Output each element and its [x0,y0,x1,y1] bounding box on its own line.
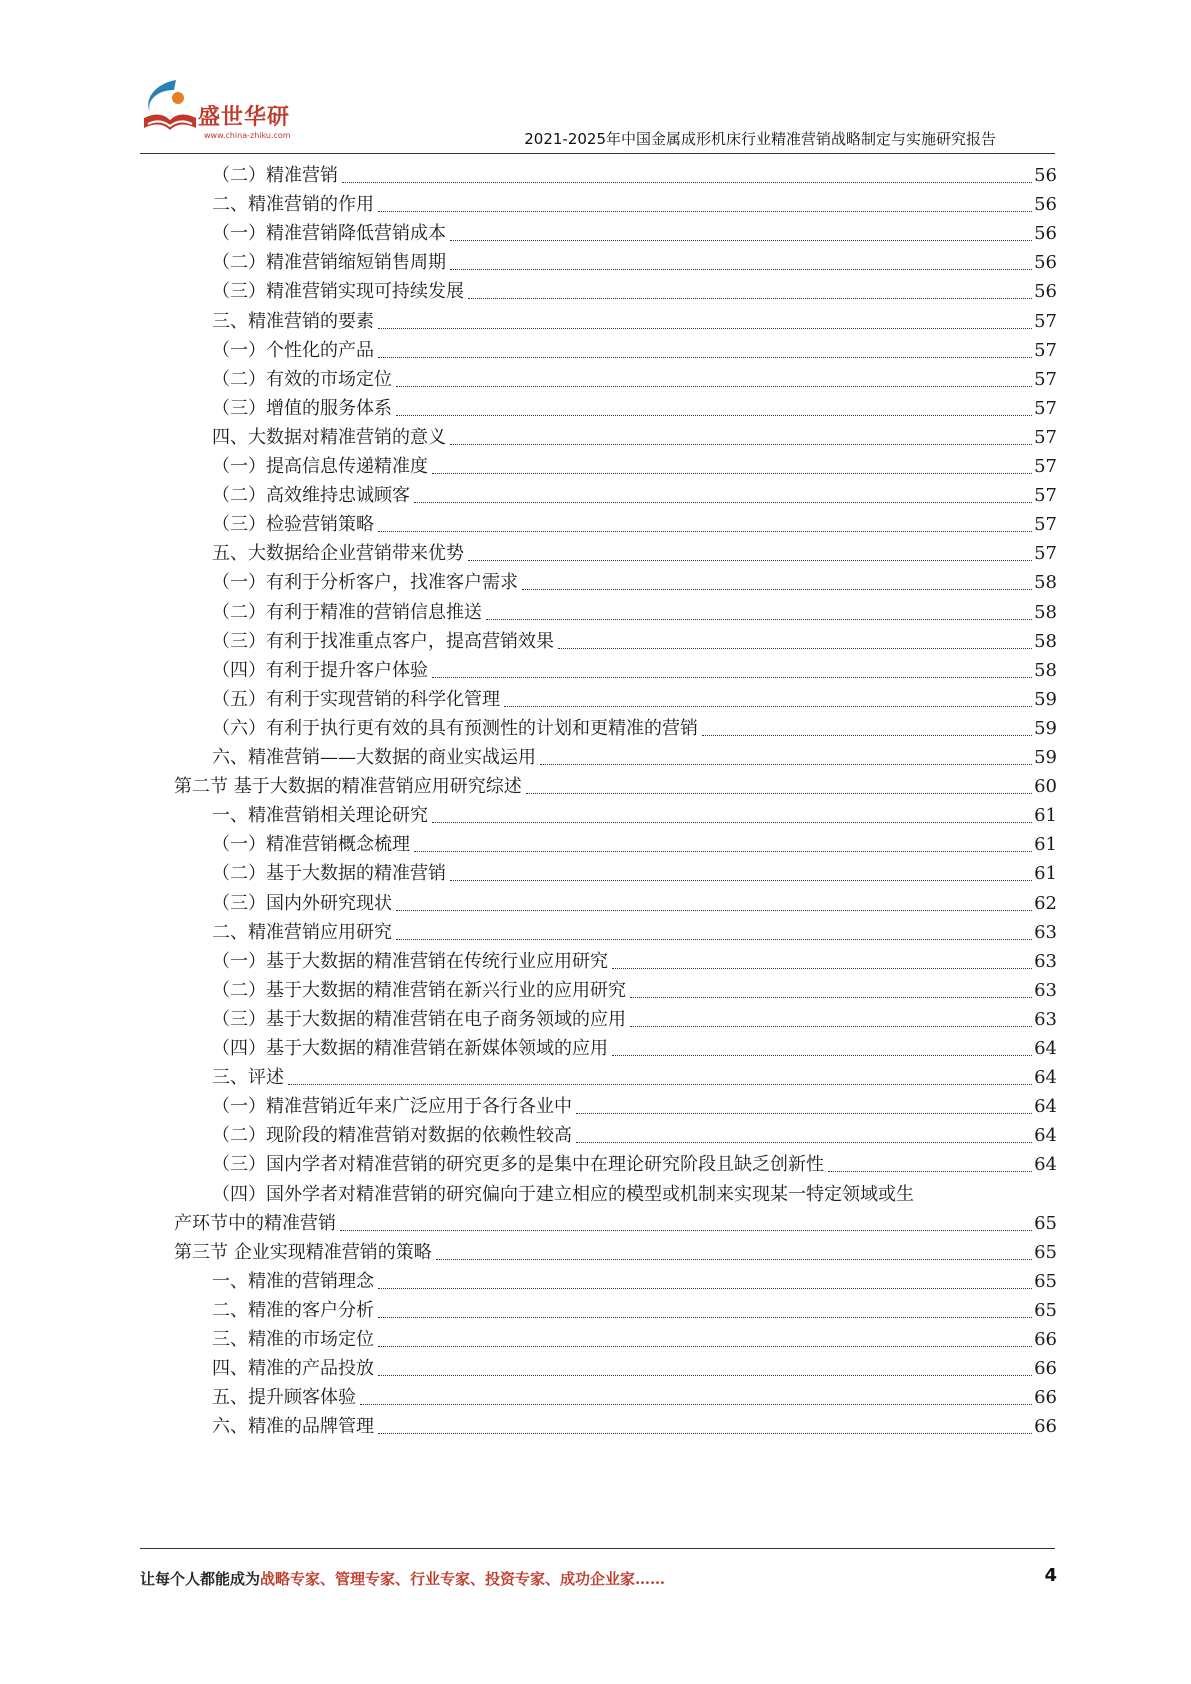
toc-entry[interactable] [212,626,1057,658]
toc-page-number: 65 [1034,1299,1057,1321]
toc-entry-label: 二、精准的客户分析 [212,1299,374,1321]
toc-page-number: 61 [1034,863,1057,885]
toc-entry[interactable] [212,160,1057,192]
toc-page-number: 63 [1034,1008,1057,1030]
toc-entry[interactable] [212,1120,1057,1152]
toc-entry[interactable] [212,888,1057,920]
toc-entry-label: （一）提高信息传递精准度 [212,456,428,477]
toc-entry-label: （五）有利于实现营销的科学化管理 [212,688,500,710]
toc-dot-leader [396,939,1032,940]
toc-entry[interactable] [212,189,1057,221]
toc-entry[interactable] [212,509,1057,541]
toc-entry-label: （一）精准营销概念梳理 [212,834,410,856]
toc-page-number: 64 [1034,1096,1057,1118]
toc-dot-leader [612,1055,1032,1056]
toc-entry[interactable] [212,1033,1057,1065]
toc-entry[interactable] [212,1266,1057,1298]
toc-page-number: 57 [1034,485,1057,507]
toc-entry[interactable] [212,276,1057,308]
toc-dot-leader [630,1026,1032,1027]
logo-url: www.china-zhiku.com [204,131,291,140]
toc-entry[interactable] [212,597,1057,629]
toc-entry-label: （二）基于大数据的精准营销在新兴行业的应用研究 [212,979,626,1001]
toc-dot-leader [342,182,1032,183]
toc-dot-leader [414,851,1032,852]
toc-dot-leader [378,1317,1032,1318]
toc-dot-leader [432,473,1032,474]
toc-entry-label: （三）国内外研究现状 [212,892,392,914]
toc-entry-label: （三）有利于找准重点客户，提高营销效果 [212,630,554,652]
toc-entry[interactable] [212,1062,1057,1094]
logo-name: 盛世华研 [198,105,291,130]
toc-page-number: 58 [1034,630,1057,652]
toc-page-number: 56 [1034,194,1057,216]
toc-entry-label: （二）基于大数据的精准营销 [212,863,446,885]
toc-entry-label: （一）个性化的产品 [212,339,374,361]
toc-entry-label: （一）精准营销降低营销成本 [212,223,446,245]
toc-entry-label: （一）精准营销近年来广泛应用于各行各业中 [212,1096,572,1118]
slogan-prefix: 让每个人都能成为 [140,1570,261,1588]
toc-page-number: 61 [1034,834,1057,856]
toc-page-number: 64 [1034,1067,1057,1089]
toc-dot-leader [450,880,1032,881]
toc-page-number: 57 [1034,310,1057,332]
toc-entry-label: （四）基于大数据的精准营销在新媒体领域的应用 [212,1038,608,1059]
toc-entry[interactable] [212,684,1057,716]
toc-page-number: 64 [1034,1038,1057,1059]
toc-entry-label: 六、精准营销——大数据的商业实战运用 [212,747,536,768]
toc-page-number: 65 [1034,1270,1057,1292]
footer-divider [140,1548,1055,1549]
toc-entry-label: 第二节 基于大数据的精准营销应用研究综述 [174,776,522,798]
toc-dot-leader [450,444,1032,445]
toc-dot-leader [558,648,1032,649]
toc-entry[interactable] [212,800,1057,832]
toc-entry-label: （一）有利于分析客户，找准客户需求 [212,572,518,594]
toc-page-number: 57 [1034,426,1057,448]
toc-entry[interactable] [212,335,1057,367]
toc-dot-leader [288,1084,1032,1085]
page-number: 4 [1044,1565,1057,1586]
toc-entry[interactable] [212,567,1057,599]
toc-entry-label: （二）精准营销缩短销售周期 [212,252,446,274]
toc-entry[interactable] [212,1382,1057,1414]
toc-page-number: 57 [1034,397,1057,419]
toc-dot-leader [450,240,1032,241]
toc-entry[interactable] [212,858,1057,890]
toc-entry-label: （二）有利于精准的营销信息推送 [212,601,482,623]
toc-page-number: 61 [1034,805,1057,827]
toc-page-number: 58 [1034,572,1057,594]
toc-dot-leader [360,1404,1032,1405]
toc-dot-leader [414,502,1032,503]
toc-page-number: 64 [1034,1154,1057,1176]
toc-entry-label: （二）精准营销 [212,165,338,186]
toc-dot-leader [828,1171,1032,1172]
toc-dot-leader [540,764,1032,765]
toc-page-number: 58 [1034,659,1057,681]
toc-page-number: 56 [1034,281,1057,303]
toc-entry-label: 一、精准营销相关理论研究 [212,805,428,827]
toc-dot-leader [378,1375,1032,1376]
toc-entry[interactable] [212,655,1057,687]
toc-page-number: 57 [1034,456,1057,477]
toc-dot-leader [378,1433,1032,1434]
slogan-highlight: 战略专家、管理专家、行业专家、投资专家、成功企业家…… [260,1570,666,1588]
toc-dot-leader [702,735,1032,736]
toc-entry-label: （二）高效维持忠诚顾客 [212,485,410,507]
toc-entry-label: （二）现阶段的精准营销对数据的依赖性较高 [212,1125,572,1147]
toc-entry[interactable] [212,1411,1057,1443]
toc-dot-leader [450,269,1032,270]
toc-dot-leader [526,793,1032,794]
toc-dot-leader [522,589,1032,590]
toc-dot-leader [576,1113,1032,1114]
toc-entry-label: 三、精准营销的要素 [212,310,374,332]
toc-dot-leader [504,706,1032,707]
toc-entry-label: （三）精准营销实现可持续发展 [212,281,464,303]
logo-book-icon [140,78,200,142]
toc-entry[interactable] [212,364,1057,396]
toc-entry[interactable] [212,218,1057,250]
toc-entry[interactable] [174,1208,1057,1240]
toc-dot-leader [340,1230,1032,1231]
toc-entry-label: 二、精准营销应用研究 [212,921,392,943]
footer-slogan [140,1568,665,1589]
toc-entry-label: （四）有利于提升客户体验 [212,659,428,681]
toc-entry[interactable] [212,538,1057,570]
toc-dot-leader [468,298,1032,299]
toc-entry[interactable] [212,1353,1057,1385]
toc-dot-leader [378,357,1032,358]
toc-page-number: 57 [1034,514,1057,536]
toc-page-number: 59 [1034,688,1057,710]
toc-page-number: 66 [1034,1329,1057,1350]
toc-entry[interactable] [212,713,1057,745]
toc-page-number: 65 [1034,1241,1057,1263]
toc-entry[interactable] [212,1091,1057,1123]
toc-page-number: 56 [1034,165,1057,186]
toc-page-number: 57 [1034,368,1057,390]
toc-page-number: 57 [1034,339,1057,361]
toc-page-number: 58 [1034,601,1057,623]
toc-entry-label: 四、精准的产品投放 [212,1358,374,1380]
toc-page-number: 60 [1034,776,1057,798]
toc-entry-label: 三、评述 [212,1067,284,1089]
toc-page-number: 65 [1034,1212,1057,1234]
toc-entry-label: 五、提升顾客体验 [212,1387,356,1409]
toc-entry[interactable] [212,451,1057,483]
toc-page-number: 56 [1034,252,1057,274]
toc-section-entry[interactable] [174,771,1057,803]
toc-entry-label: 一、精准的营销理念 [212,1270,374,1292]
toc-dot-leader [630,997,1032,998]
toc-entry[interactable] [212,422,1057,454]
toc-entry-label: 三、精准的市场定位 [212,1329,374,1350]
toc-entry[interactable] [212,917,1057,949]
toc-entry-label: 四、大数据对精准营销的意义 [212,426,446,448]
toc-dot-leader [396,415,1032,416]
toc-entry-label: 二、精准营销的作用 [212,194,374,216]
toc-page-number: 64 [1034,1125,1057,1147]
toc-entry-label: 五、大数据给企业营销带来优势 [212,543,464,565]
toc-entry-label: 产环节中的精准营销 [174,1212,336,1234]
toc-entry[interactable] [212,1004,1057,1036]
toc-dot-leader [432,677,1032,678]
toc-entry[interactable] [212,975,1057,1007]
toc-entry[interactable] [212,306,1057,338]
toc-page-number: 66 [1034,1358,1057,1380]
toc-entry[interactable] [212,829,1057,861]
logo [140,78,320,148]
toc-dot-leader [486,619,1032,620]
toc-entry[interactable] [212,1295,1057,1327]
toc-dot-leader [612,968,1032,969]
toc-page-number: 63 [1034,950,1057,972]
toc-page-number: 59 [1034,717,1057,739]
toc-page-number: 66 [1034,1387,1057,1409]
toc-page-number: 57 [1034,543,1057,565]
toc-entry[interactable] [212,247,1057,279]
toc-entry-label: （三）国内学者对精准营销的研究更多的是集中在理论研究阶段且缺乏创新性 [212,1154,824,1176]
toc-dot-leader [378,1346,1032,1347]
toc-page-number: 56 [1034,223,1057,245]
toc-dot-leader [396,910,1032,911]
toc-entry-label: （一）基于大数据的精准营销在传统行业应用研究 [212,950,608,972]
toc-entry[interactable] [212,1324,1057,1356]
toc-entry-label: 第三节 企业实现精准营销的策略 [174,1241,432,1263]
toc-page-number: 59 [1034,747,1057,768]
toc-entry-label: （三）增值的服务体系 [212,397,392,419]
toc-dot-leader [432,822,1032,823]
toc-entry-label: （三）检验营销策略 [212,514,374,536]
toc-entry-label: （二）有效的市场定位 [212,368,392,390]
toc-dot-leader [378,1288,1032,1289]
toc-entry-label: （六）有利于执行更有效的具有预测性的计划和更精准的营销 [212,717,698,739]
toc-entry[interactable] [212,480,1057,512]
toc-entry[interactable] [212,946,1057,978]
toc-page-number: 66 [1034,1416,1057,1438]
toc-entry[interactable] [212,393,1057,425]
toc-dot-leader [378,211,1032,212]
header-divider [140,153,1055,154]
toc-page-number: 63 [1034,921,1057,943]
toc-dot-leader [436,1259,1032,1260]
toc-dot-leader [468,560,1032,561]
toc-page-number: 63 [1034,979,1057,1001]
document-title: 2021-2025年中国金属成形机床行业精准营销战略制定与实施研究报告 [524,130,996,148]
toc-entry-wrapped-line[interactable]: （四）国外学者对精准营销的研究偏向于建立相应的模型或机制来实现某一特定领域或生 [212,1183,914,1205]
toc-dot-leader [576,1142,1032,1143]
toc-page-number: 62 [1034,892,1057,914]
toc-entry[interactable] [212,742,1057,774]
toc-entry-label: 六、精准的品牌管理 [212,1416,374,1438]
toc-entry-label: （三）基于大数据的精准营销在电子商务领域的应用 [212,1008,626,1030]
toc-section-entry[interactable] [174,1237,1057,1269]
toc-dot-leader [396,386,1032,387]
toc-dot-leader [378,328,1032,329]
toc-dot-leader [378,531,1032,532]
page-header [0,0,1191,160]
toc-entry[interactable] [212,1149,1057,1181]
